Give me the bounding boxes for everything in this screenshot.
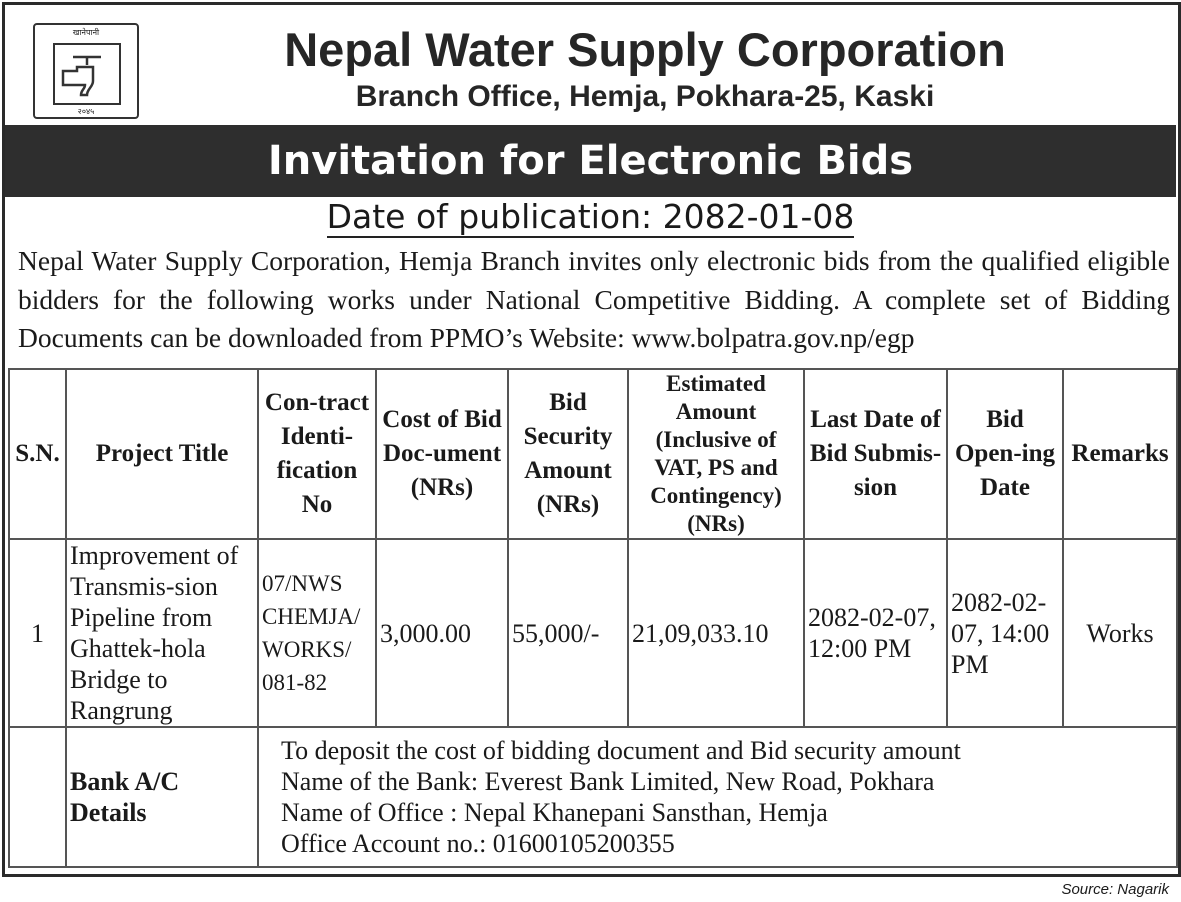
header-sn: S.N. xyxy=(9,369,66,539)
cell-sn: 1 xyxy=(9,539,66,727)
bank-row xyxy=(9,727,1177,867)
bid-table xyxy=(8,368,1178,868)
bank-line: Name of Office : Nepal Khanepani Sansthan, Hemja xyxy=(281,798,828,827)
cell-estimated-amount: 21,09,033.10 xyxy=(628,539,804,727)
bank-details xyxy=(258,727,1177,867)
cell-last-date: 2082-02-07, 12:00 PM xyxy=(804,539,947,727)
cell-contract-id: 07/NWS CHEMJA/ WORKS/ 081-82 xyxy=(258,539,376,727)
cell-opening-date: 2082-02-07, 14:00 PM xyxy=(947,539,1063,727)
cell-project-title: Improvement of Transmis-sion Pipeline from Ghattek-hola Bridge to Rangrung xyxy=(66,539,258,727)
table-header-row xyxy=(9,369,1177,539)
header-bid-security: Bid Security Amount (NRs) xyxy=(508,369,628,539)
bank-line: Name of the Bank: Everest Bank Limited, New Road, Pokhara xyxy=(281,767,935,796)
org-subtitle: Branch Office, Hemja, Pokhara-25, Kaski xyxy=(355,80,935,113)
org-title: Nepal Water Supply Corporation xyxy=(284,23,1006,76)
tap-icon xyxy=(53,43,121,105)
header-estimated-amount: Estimated Amount (Inclusive of VAT, PS and Contingency) (NRs) xyxy=(628,369,804,539)
header-project-title: Project Title xyxy=(66,369,258,539)
source-credit: Source: Nagarik xyxy=(1061,881,1169,898)
bank-line: To deposit the cost of bidding document and Bid security amount xyxy=(281,736,961,765)
header-last-date: Last Date of Bid Submis-sion xyxy=(804,369,947,539)
intro-paragraph: Nepal Water Supply Corporation, Hemja Branch invites only electronic bids from the qualified eligible bidders for the following works under National Competitive Bidding. A complete set of Bidding Documents can be downloaded from PPMO’s Website: www.bolpatra.gov.np/egp xyxy=(18,245,1170,353)
header-contract-id: Con-tract Identi-fication No xyxy=(258,369,376,539)
notice-banner: Invitation for Electronic Bids xyxy=(5,125,1176,197)
nwsc-logo xyxy=(33,23,139,119)
cell-remarks: Works xyxy=(1063,539,1177,727)
cell-cost: 3,000.00 xyxy=(376,539,508,727)
publication-date xyxy=(0,197,1181,236)
logo-top-text: खानेपानी xyxy=(72,28,100,37)
header-opening-date: Bid Open-ing Date xyxy=(947,369,1063,539)
publication-date-text: Date of publication: 2082-01-08 xyxy=(326,197,855,236)
logo-bottom-text: २०४५ xyxy=(77,107,95,116)
bank-line: Office Account no.: 01600105200355 xyxy=(281,829,675,858)
bank-label: Bank A/C Details xyxy=(66,727,258,867)
cell-bid-security: 55,000/- xyxy=(508,539,628,727)
header-remarks: Remarks xyxy=(1063,369,1177,539)
bank-empty-cell xyxy=(9,727,66,867)
header-cost: Cost of Bid Doc-ument (NRs) xyxy=(376,369,508,539)
table-row xyxy=(9,539,1177,727)
